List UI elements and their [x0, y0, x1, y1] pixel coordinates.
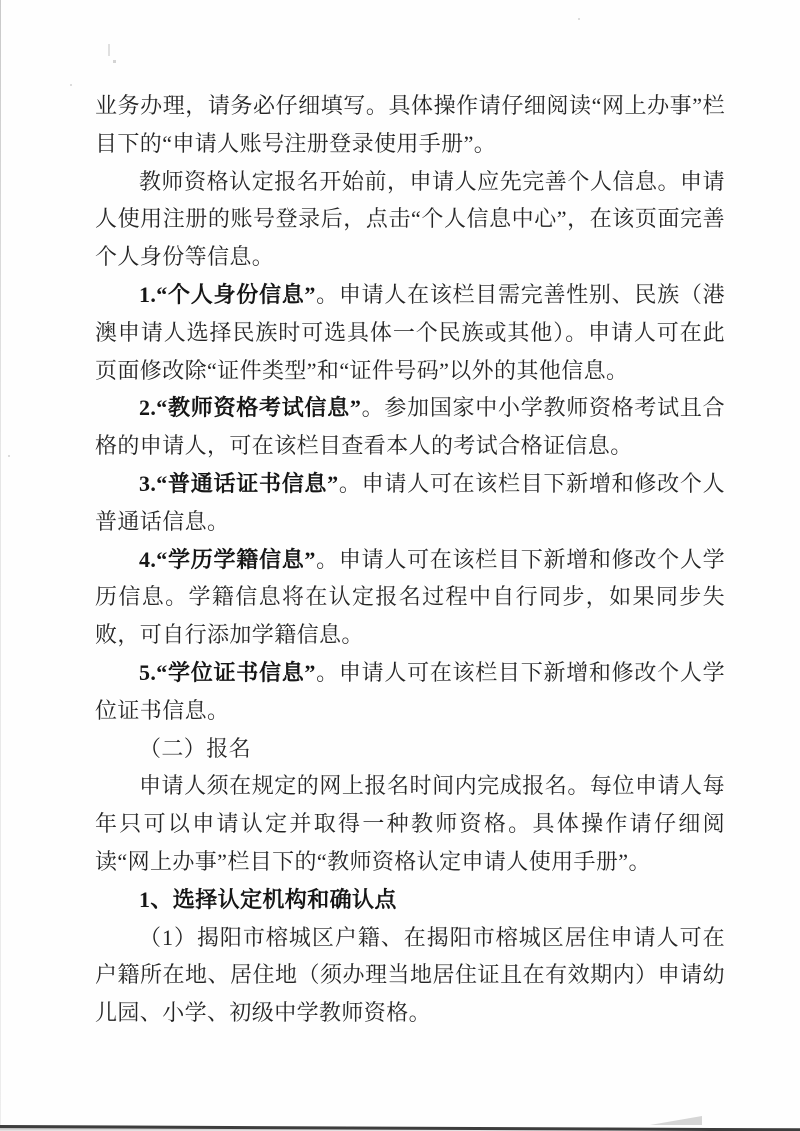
paragraph-body: 教师资格认定报名开始前，申请人应先完善个人信息。申请人使用注册的账号登录后，点击“个人信息中心”，在该页面完善个人身份等信息。 — [95, 168, 725, 270]
paragraph-item-1-personal-identity — [95, 276, 725, 389]
paragraph-lead: 2.“教师资格考试信息” — [139, 395, 362, 421]
scan-speck — [70, 84, 72, 86]
paragraph-body: 。参加国家中小学教师资格考试且合格的申请人，可在该栏目查看本人的考试合格证信息。 — [95, 395, 725, 459]
paragraph-item-3-putonghua-cert — [95, 465, 725, 541]
paragraph-body: （二）报名 — [139, 735, 252, 761]
paragraph-lead: 5.“学位证书信息” — [139, 659, 316, 685]
paragraph-body: 。申请人可在该栏目下新增和修改个人学位证书信息。 — [95, 659, 725, 723]
paragraph-section-2-registration-heading — [95, 730, 725, 768]
paragraph-pre-registration — [95, 163, 725, 276]
scan-speck — [8, 455, 10, 457]
scan-speck — [108, 44, 110, 56]
scan-smudge — [650, 1116, 702, 1125]
paragraph-item-5-degree-cert — [95, 654, 725, 730]
paragraph-body: 业务办理，请务必仔细填写。具体操作请仔细阅读“网上办事”栏目下的“申请人账号注册登录使用手册”。 — [95, 93, 725, 156]
paragraph-registration-rules — [95, 767, 725, 880]
paragraph-choose-institution-heading — [95, 881, 725, 919]
paragraph-jieyang-rongcheng-rule — [95, 919, 725, 1032]
paragraph-lead: 3.“普通话证书信息” — [139, 470, 339, 496]
scan-speck — [113, 60, 116, 63]
paragraph-item-4-education-info — [95, 541, 725, 654]
paragraph-body: 。申请人可在该栏目下新增和修改个人学历信息。学籍信息将在认定报名过程中自行同步，如果同步失败，可自行添加学籍信息。 — [95, 546, 725, 648]
paragraph-body: 。申请人在该栏目需完善性别、民族（港澳申请人选择民族时可选具体一个民族或其他）。申请人可在此页面修改除“证件类型”和“证件号码”以外的其他信息。 — [95, 281, 725, 383]
paragraph-intro-continuation — [95, 87, 725, 163]
paragraph-lead: 1、选择认定机构和确认点 — [139, 886, 397, 912]
paragraph-body: 。申请人可在该栏目下新增和修改个人普通话信息。 — [95, 470, 725, 534]
scan-speck — [578, 18, 580, 20]
paragraph-item-2-exam-info — [95, 389, 725, 465]
paragraph-lead: 4.“学历学籍信息” — [139, 546, 316, 572]
scan-edge-left — [0, 0, 1, 1131]
paragraph-body: （1）揭阳市榕城区户籍、在揭阳市榕城区居住申请人可在户籍所在地、居住地（须办理当地居住证且在有效期内）申请幼儿园、小学、初级中学教师资格。 — [95, 924, 725, 1026]
document-body — [95, 87, 725, 1032]
paragraph-body: 申请人须在规定的网上报名时间内完成报名。每位申请人每年只可以申请认定并取得一种教师资格。具体操作请仔细阅读“网上办事”栏目下的“教师资格认定申请人使用手册”。 — [95, 773, 725, 874]
paragraph-lead: 1.“个人身份信息” — [139, 281, 316, 307]
